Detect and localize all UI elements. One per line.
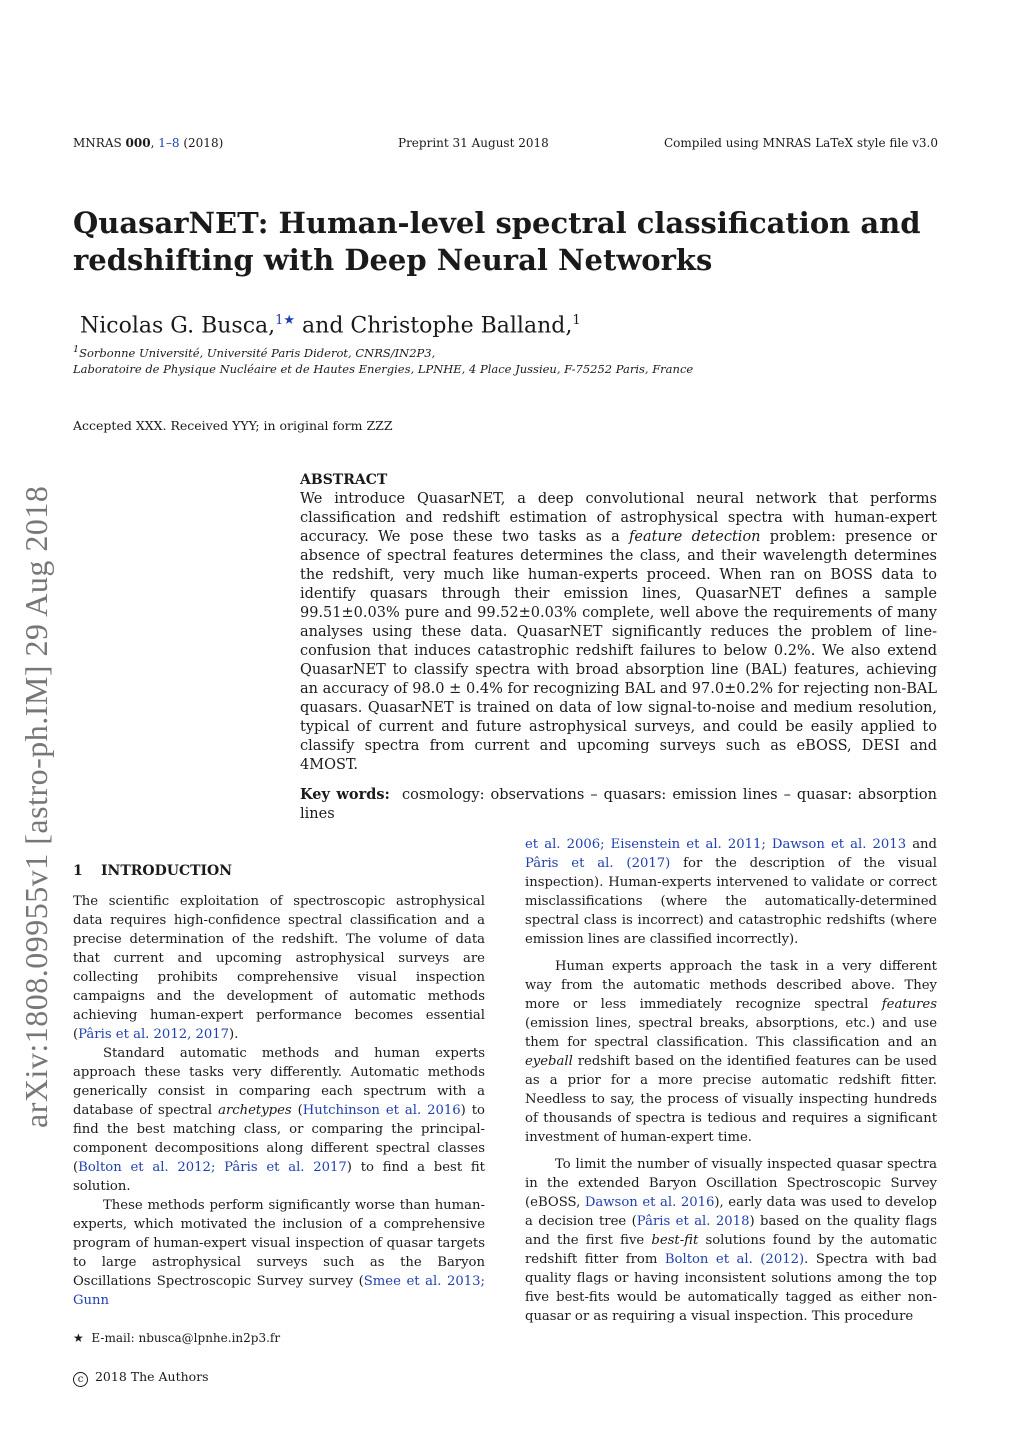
journal-header: MNRAS 000, 1–8 (2018) [73, 136, 224, 150]
affiliation-mark: 1 [73, 344, 80, 355]
section-number: 1 [73, 863, 83, 879]
right-p3-text-c: ) based on the quality flags and the first five [525, 1214, 937, 1248]
abstract-text-part-1: We introduce QuasarNET, a deep convolutional neural network that performs classification and redshift estimation of astrophysical spectra with human-expert accuracy. We pose these two tasks as a [300, 491, 937, 545]
copyright-text: 2018 The Authors [94, 1369, 209, 1384]
abstract-heading: ABSTRACT [300, 472, 388, 488]
journal-volume: 000 [125, 136, 151, 150]
abstract-text [300, 490, 937, 775]
citation-bolton-paris[interactable]: Bolton et al. 2012; Pâris et al. 2017 [78, 1160, 347, 1175]
intro-p1-text: The scientific exploitation of spectroscopic astrophysical data requires high-confidence spectral classification and a precise determination of the redshift. The volume of data that current and upcoming astrophysical surveys are collecting prohibits comprehensive visual inspection campaigns and the development of automatic methods achieving human-expert performance becomes essential ( [73, 894, 485, 1042]
right-p2-text-c: redshift based on the identified features can be used as a prior for a more precise automatic redshift fitter. Needless to say, the process of visually inspecting hundreds of thousands of spectra is tedious and requires a significant investment of human-expert time. [525, 1054, 937, 1145]
right-p3-emphasis-best-fit: best-fit [651, 1233, 699, 1248]
affiliation-line-1 [73, 344, 435, 360]
intro-paragraph-3 [73, 1196, 485, 1310]
author-list [80, 313, 581, 338]
right-paragraph-3 [525, 1155, 937, 1326]
author-balland: and Christophe Balland, [295, 313, 573, 339]
citation-paris-2017[interactable]: Pâris et al. (2017) [525, 856, 671, 871]
citation-paris-2018[interactable]: Pâris et al. 2018 [636, 1214, 750, 1229]
intro-p1-end: ). [229, 1027, 239, 1042]
abstract-emphasis: feature detection [629, 529, 761, 545]
right-p2-emphasis-eyeball: eyeball [525, 1054, 573, 1069]
right-paragraph-2 [525, 957, 937, 1147]
citation-hutchinson-2016[interactable]: Hutchinson et al. 2016 [302, 1103, 461, 1118]
copyright-icon: c [73, 1372, 88, 1387]
abstract-block [300, 471, 937, 824]
arxiv-sidebar-stamp: arXiv:1808.09955v1 [astro-ph.IM] 29 Aug 2018 [18, 485, 54, 1128]
right-p3-text-e: . Spectra with bad quality flags or having inconsistent solutions among the top five best-fits would be automatically tagged as either non-quasar or as requiring a visual inspection. This procedure [525, 1252, 937, 1324]
copyright-notice [73, 1369, 209, 1387]
footnote-email: E-mail: nbusca@lpnhe.in2p3.fr [91, 1331, 281, 1345]
right-p1-text-a: and [906, 837, 937, 852]
right-p3-text-d: solutions found by the automatic redshift fitter from [525, 1233, 937, 1267]
intro-paragraph-2 [73, 1044, 485, 1196]
right-column [525, 835, 937, 1326]
preprint-date: Preprint 31 August 2018 [398, 136, 549, 150]
right-paragraph-1 [525, 835, 937, 949]
right-p2-text-a: Human experts approach the task in a very different way from the automatic methods described above. They more or less immediately recognize spectral [525, 959, 937, 1012]
citation-dawson-2016[interactable]: Dawson et al. 2016 [584, 1195, 715, 1210]
right-p2-emphasis-features: features [881, 997, 937, 1012]
author-balland-affiliation-mark: 1 [572, 313, 581, 328]
section-heading-introduction [73, 862, 485, 881]
footnote-mark: ★ [73, 1331, 84, 1345]
intro-p2-text-b: ( [291, 1103, 303, 1118]
abstract-text-part-2: problem: presence or absence of spectral features determines the class, and their wavelength determines the redshift, very much like human-experts proceed. When ran on BOSS data to identify quasars through their emission lines, QuasarNET defines a sample 99.51±0.03% pure and 99.52±0.03% complete, well above the requirements of many analyses using these data. QuasarNET significantly reduces the problem of line-confusion that induces catastrophic redshift failures to below 0.2%. We also extend QuasarNET to classify spectra with broad absorption line (BAL) features, achieving an accuracy of 98.0 ± 0.4% for recognizing BAL and 97.0±0.2% for rejecting non-BAL quasars. QuasarNET is trained on data of low signal-to-noise and medium resolution, typical of current and future astrophysical surveys, and could be easily applied to classify spectra from current and upcoming surveys such as eBOSS, DESI and 4MOST. [300, 529, 937, 773]
intro-paragraph-1 [73, 892, 485, 1044]
citation-paris-2012-2017[interactable]: Pâris et al. 2012, 2017 [78, 1027, 230, 1042]
intro-p3-text: These methods perform significantly worse than human-experts, which motivated the inclusion of a comprehensive program of human-expert visual inspection of quasar targets to large astrophysical surveys such as the Baryon Oscillations Spectroscopic Survey survey ( [73, 1198, 485, 1289]
author-busca-footnote-mark[interactable]: 1★ [275, 313, 296, 328]
left-column [73, 862, 485, 1310]
journal-pages-link[interactable]: 1–8 [158, 136, 180, 150]
intro-p2-text-d: ) to find a best fit solution. [73, 1160, 485, 1194]
author-busca: Nicolas G. Busca, [80, 313, 276, 339]
intro-p2-text-a: Standard automatic methods and human experts approach these tasks very differently. Automatic methods generically consist in comparing each spectrum with a database of spectral [73, 1046, 485, 1118]
intro-p2-emphasis: archetypes [218, 1103, 292, 1118]
right-p3-text-b: ), early data was used to develop a decision tree ( [525, 1195, 937, 1229]
citation-bolton-2012[interactable]: Bolton et al. (2012) [664, 1252, 805, 1267]
affiliation-text-1: Sorbonne Université, Université Paris Diderot, CNRS/IN2P3, [79, 345, 436, 360]
journal-year: (2018) [183, 136, 224, 150]
journal-name: MNRAS [73, 136, 122, 150]
intro-p2-text-c: ) to find the best matching class, or comparing the principal-component decompositions along different spectral classes ( [73, 1103, 485, 1175]
affiliation-line-2: Laboratoire de Physique Nucléaire et de Hautes Energies, LPNHE, 4 Place Jussieu, F-75252 Paris, France [73, 362, 694, 376]
keywords-label: Key words: [300, 786, 390, 803]
right-p3-text-a: To limit the number of visually inspected quasar spectra in the extended Baryon Oscillation Spectroscopic Survey (eBOSS, [525, 1157, 937, 1210]
paper-title: QuasarNET: Human-level spectral classification and redshifting with Deep Neural Networks [73, 206, 921, 277]
footnote [73, 1331, 280, 1345]
keywords [300, 785, 937, 824]
accepted-note: Accepted XXX. Received YYY; in original form ZZZ [73, 418, 393, 433]
citation-smee-gunn[interactable]: Smee et al. 2013; Gunn [73, 1274, 485, 1308]
right-p2-text-b: (emission lines, spectral breaks, absorptions, etc.) and use them for spectral classification. This classification and an [525, 1016, 937, 1050]
section-title: INTRODUCTION [101, 863, 233, 879]
compiled-note: Compiled using MNRAS LaTeX style file v3.0 [663, 136, 938, 150]
keywords-text: cosmology: observations – quasars: emission lines – quasar: absorption lines [300, 787, 937, 822]
right-p1-text-b: for the description of the visual inspection). Human-experts intervened to validate or correct misclassifications (where the automatically-determined spectral class is incorrect) and catastrophic redshifts (where emission lines are classified incorrectly). [525, 856, 937, 947]
citation-gunn-eisenstein-dawson[interactable]: et al. 2006; Eisenstein et al. 2011; Dawson et al. 2013 [525, 837, 907, 852]
